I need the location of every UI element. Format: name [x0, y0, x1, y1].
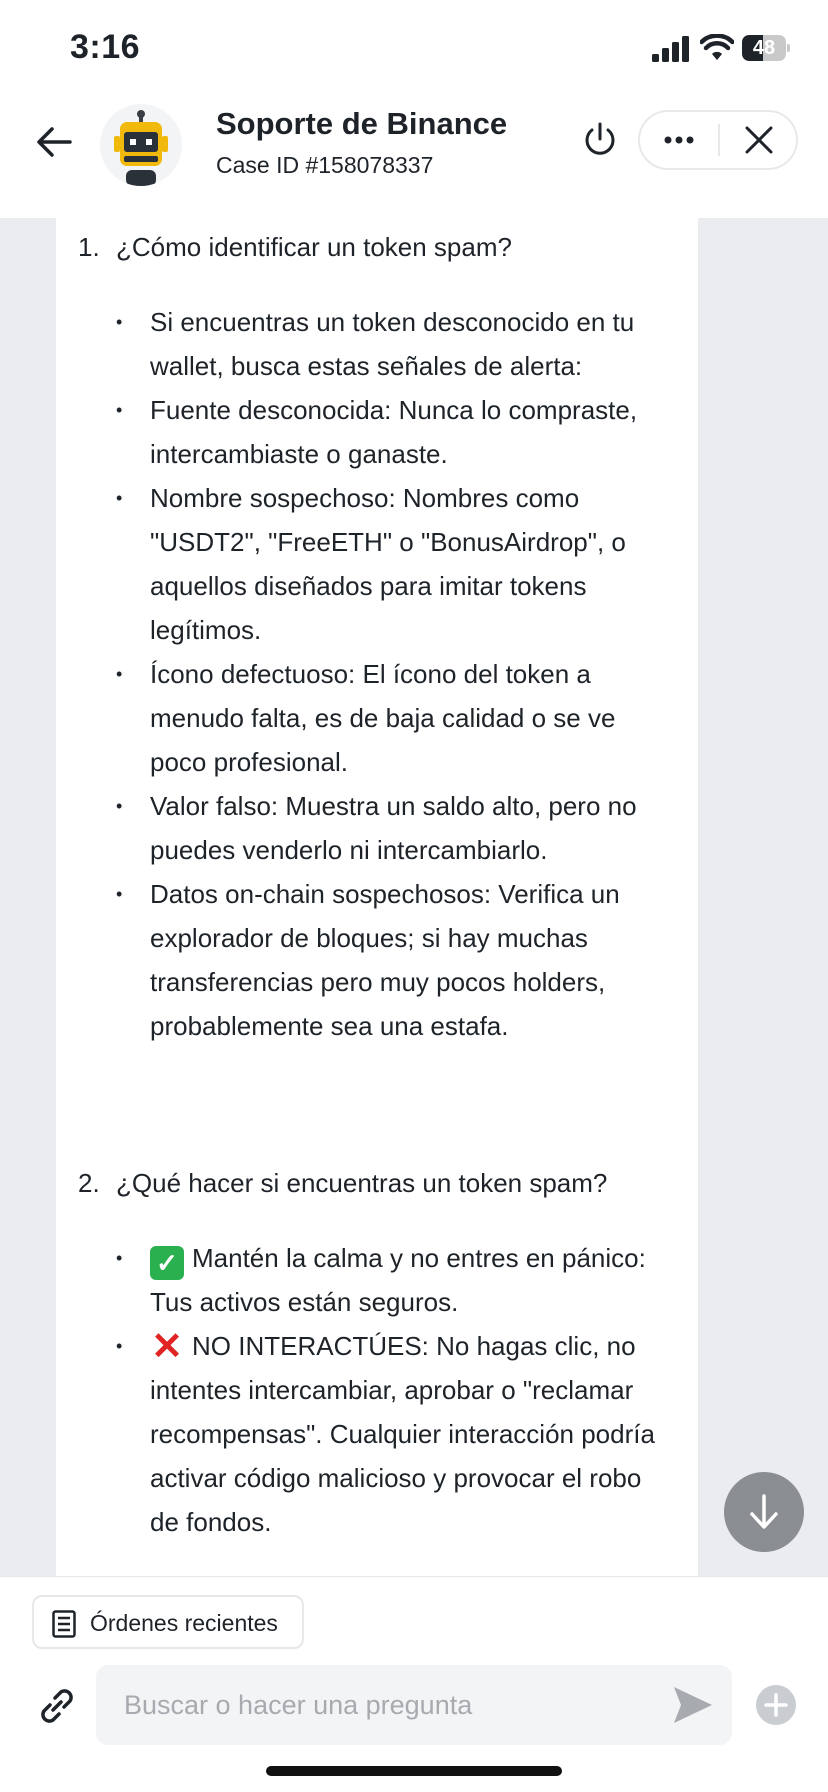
- message-bubble: [56, 218, 698, 1576]
- more-icon[interactable]: [640, 112, 718, 168]
- link-icon[interactable]: [32, 1681, 82, 1731]
- wifi-icon: [700, 34, 734, 62]
- home-indicator: [266, 1766, 562, 1776]
- header-actions: [638, 110, 798, 170]
- add-button[interactable]: [756, 1685, 796, 1725]
- recent-orders-label: Órdenes recientes: [90, 1610, 278, 1636]
- plus-icon: [756, 1685, 796, 1725]
- case-id: Case ID #158078337: [216, 152, 434, 178]
- page-title: Soporte de Binance: [216, 106, 508, 141]
- battery-icon: [742, 35, 790, 61]
- list-item: • Datos on-chain sospechosos: Verifica un explorador de bloques; si hay muchas transferencias pero muy pocos holders, probablemente sea una estafa.: [116, 872, 676, 1048]
- document-icon: [52, 1610, 76, 1638]
- bullet-list: [116, 300, 676, 1048]
- status-time: 3:16: [70, 28, 141, 66]
- search-input[interactable]: [124, 1665, 664, 1745]
- avatar: [100, 104, 182, 186]
- close-icon[interactable]: [720, 112, 798, 168]
- search-input-box: [96, 1665, 732, 1745]
- status-bar: [0, 0, 828, 100]
- scroll-down-button[interactable]: [724, 1472, 804, 1552]
- bullet-list: [116, 1236, 676, 1544]
- list-item: • Nombre sospechoso: Nombres como "USDT2", "FreeETH" o "BonusAirdrop", o aquellos diseñados para imitar tokens legítimos.: [116, 476, 676, 652]
- check-emoji-icon: ✓: [150, 1246, 184, 1280]
- back-arrow-icon[interactable]: [30, 116, 82, 168]
- battery-level: 48: [752, 37, 776, 59]
- robot-avatar-icon: [100, 104, 182, 186]
- list-item: • ✓ Mantén la calma y no entres en pánico: Tus activos están seguros.: [116, 1236, 676, 1324]
- list-item: • Si encuentras un token desconocido en tu wallet, busca estas señales de alerta:: [116, 300, 676, 388]
- list-item: • Fuente desconocida: Nunca lo compraste, intercambiaste o ganaste.: [116, 388, 676, 476]
- section-title: 2. ¿Qué hacer si encuentras un token spam?: [78, 1168, 608, 1198]
- composer: [0, 1576, 828, 1792]
- power-icon[interactable]: [580, 120, 620, 160]
- recent-orders-button[interactable]: [32, 1595, 304, 1649]
- chat-header: [0, 100, 828, 218]
- chat-area: [0, 218, 828, 1576]
- list-item: • Valor falso: Muestra un saldo alto, pero no puedes venderlo ni intercambiarlo.: [116, 784, 676, 872]
- scroll-down-icon: [724, 1472, 804, 1552]
- section-title: 1. ¿Cómo identificar un token spam?: [78, 232, 512, 262]
- list-item: • Ícono defectuoso: El ícono del token a menudo falta, es de baja calidad o se ve poco profesional.: [116, 652, 676, 784]
- send-icon[interactable]: [670, 1683, 716, 1727]
- cross-emoji-icon: ✕: [151, 1326, 183, 1368]
- signal-icon: [652, 36, 692, 62]
- list-item: • ✕ NO INTERACTÚES: No hagas clic, no intentes intercambiar, aprobar o "reclamar recompensas". Cualquier interacción podría activar código malicioso y provocar el robo de fondos.: [116, 1324, 676, 1544]
